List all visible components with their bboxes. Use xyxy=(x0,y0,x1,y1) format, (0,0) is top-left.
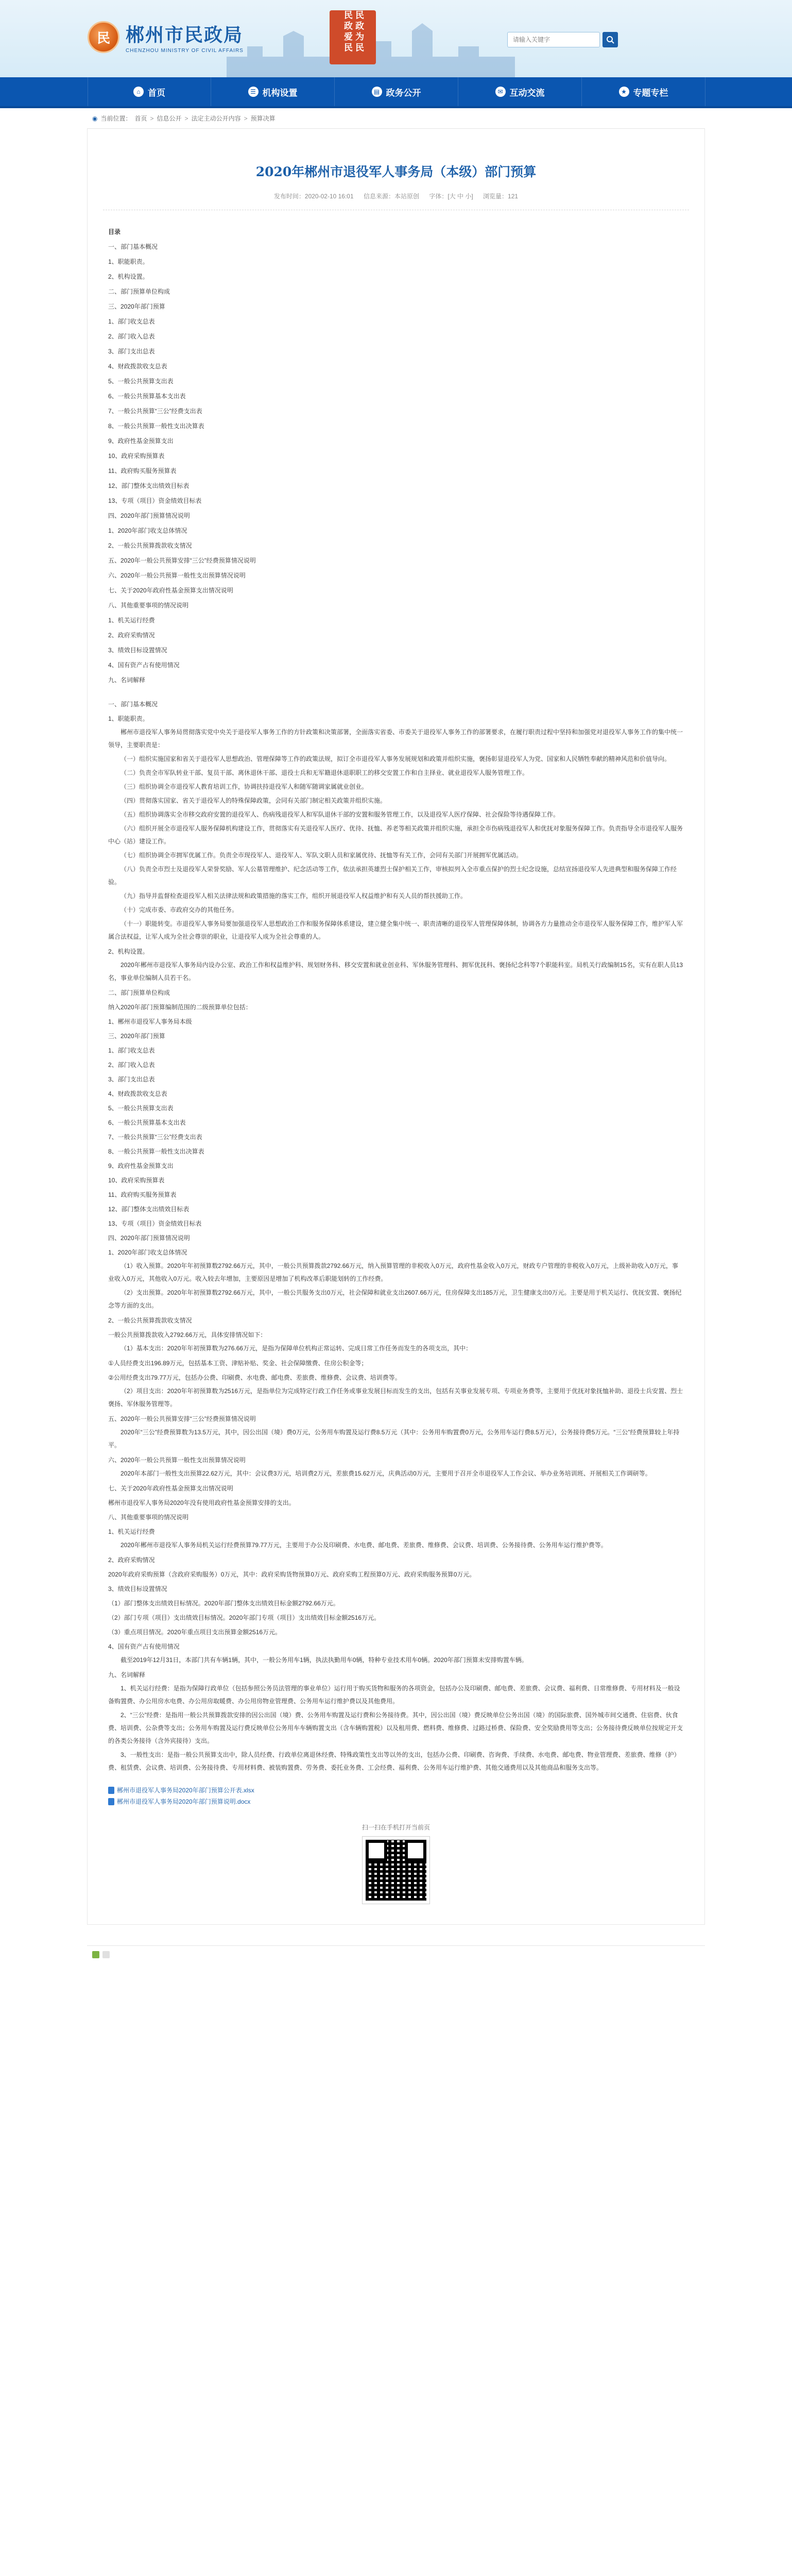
paragraph: 郴州市退役军人事务局贯彻落实党中央关于退役军人事务工作的方针政策和决策部署，全面落实省委、市委关于退役军人事务工作的部署要求，在履行职责过程中坚持和加强党对退役军人事务工作的集中统一领导，主要职责是： xyxy=(108,728,683,749)
paragraph: 截至2019年12月31日，本部门共有车辆1辆，其中，一般公务用车1辆，执法执勤用车0辆，特种专业技术用车0辆。2020年部门预算未安排购置车辆。 xyxy=(120,1656,528,1664)
toc-item: 7、一般公共预算“三公”经费支出表 xyxy=(108,408,202,415)
publish-date: 发布时间：2020-02-10 16:01 xyxy=(273,193,354,200)
attachment-name: 郴州市退役军人事务局2020年部门预算说明.docx xyxy=(117,1798,251,1805)
section-line: 2、部门收入总表 xyxy=(108,1061,155,1069)
section-line: 一般公共预算拨款收入2792.66万元，具体安排情况如下： xyxy=(108,1331,267,1338)
main-nav xyxy=(0,77,792,108)
search-icon xyxy=(606,36,614,44)
attachments xyxy=(108,1785,684,1807)
toc-item: 10、政府采购预算表 xyxy=(108,452,165,460)
section-line: 10、政府采购预算表 xyxy=(108,1177,165,1184)
toc-item: 3、部门支出总表 xyxy=(108,348,155,355)
toc-item: 1、职能职责。 xyxy=(108,258,149,265)
toc-item: 9、政府性基金预算支出 xyxy=(108,437,174,445)
article-body xyxy=(108,697,684,1774)
font-size-switch[interactable]: 字体：[大 中 小] xyxy=(429,193,473,200)
breadcrumb-legal-open[interactable]: 法定主动公开内容 xyxy=(191,115,241,122)
toc-item: 5、一般公共预算支出表 xyxy=(108,378,174,385)
toc-item: 11、政府购买服务预算表 xyxy=(108,467,177,474)
paragraph: 3、一般性支出：是指一般公共预算支出中，除人员经费、行政单位离退休经费、特殊政策性支出等以外的支出，包括办公费、印刷费、咨询费、手续费、水电费、邮电费、物业管理费、差旅费、维修（护）费、租赁费、会议费、培训费、公务接待费、专用材料费、被装购置费、劳务费、委托业务费、工会经费、福利费、公务用车运行维护费、其他交通费用以及其他商品和服务支出等。 xyxy=(108,1751,680,1771)
paragraph: （八）负责全市烈士及退役军人荣誉奖励、军人公墓管理维护、纪念活动等工作，依法承担英雄烈士保护相关工作，审核拟列入全市重点保护的烈士纪念设施，总结宣扬退役军人先进典型和服务保障工作经验。 xyxy=(108,866,677,886)
section-line: 8、一般公共预算一般性支出决算表 xyxy=(108,1148,204,1155)
nav-label: 机构设置 xyxy=(262,88,298,98)
paragraph: 2020年“三公”经费预算数为13.5万元，其中，因公出国（境）费0万元，公务用车购置及运行费8.5万元（其中：公务用车购置费0万元，公务用车运行费8.5万元），公务接待费5万元。“三公”经费预算较上年持平。 xyxy=(108,1429,680,1449)
section-line: 一、部门基本概况 xyxy=(108,701,158,708)
doc-icon: ▤ xyxy=(372,87,382,97)
toc-item: 2、一般公共预算拨款收支情况 xyxy=(108,542,192,549)
toc-item: 六、2020年一般公共预算一般性支出预算情况说明 xyxy=(108,572,246,579)
toc-item: 三、2020年部门预算 xyxy=(108,303,165,310)
paragraph: 2、“三公”经费：是指用一般公共预算拨款安排的因公出国（境）费、公务用车购置及运行费和公务接待费。其中，因公出国（境）费反映单位公务出国（境）的国际旅费、国外城市间交通费、住宿费、伙食费、培训费、公杂费等支出；公务用车购置及运行费反映单位公务用车车辆购置支出（含车辆购置税）以及租用费、燃料费、维修费、过路过桥费、保险费、安全奖励费用等支出；公务接待费反映单位按规定开支的各类公务接待（含外宾接待）支出。 xyxy=(108,1711,683,1744)
section-line: 4、国有资产占有使用情况 xyxy=(108,1643,180,1650)
section-line: 1、郴州市退役军人事务局本级 xyxy=(108,1018,192,1025)
section-line: 13、专项（项目）资金绩效目标表 xyxy=(108,1220,202,1227)
breadcrumb-separator: > xyxy=(150,114,154,122)
nav-label: 互动交流 xyxy=(509,88,545,98)
section-line: 12、部门整体支出绩效目标表 xyxy=(108,1206,190,1213)
section-line: 2、机构设置。 xyxy=(108,948,149,955)
attachment-name: 郴州市退役军人事务局2020年部门预算公开表.xlsx xyxy=(117,1787,254,1794)
section-line: 1、职能职责。 xyxy=(108,715,149,722)
qr-code xyxy=(363,1837,429,1904)
section-line: 7、一般公共预算“三公”经费支出表 xyxy=(108,1133,202,1141)
toc-item: 二、部门预算单位构成 xyxy=(108,288,170,295)
qr-label: 扫一扫在手机打开当前页 xyxy=(361,1824,430,1831)
section-line: ②公用经费支出79.77万元，包括办公费、印刷费、水电费、邮电费、差旅费、维修费、会议费、培训费等。 xyxy=(108,1374,401,1381)
section-line: 2、政府采购情况 xyxy=(108,1556,155,1564)
site-header xyxy=(0,0,792,77)
slogan-banner: 民政为民 民政爱民 xyxy=(330,10,376,64)
info-source: 信息来源：本站原创 xyxy=(364,193,420,200)
section-line: 七、关于2020年政府性基金预算支出情况说明 xyxy=(108,1485,233,1492)
paragraph: （七）组织协调全市拥军优属工作。负责全市现役军人、退役军人、军队文职人员和家属优待、抚恤等有关工作，会同有关部门开展拥军优属活动。 xyxy=(120,852,523,859)
nav-label: 专题专栏 xyxy=(633,88,668,98)
location-icon: ◉ xyxy=(92,114,98,122)
toc-item: 四、2020年部门预算情况说明 xyxy=(108,512,190,519)
toc-item: 1、机关运行经费 xyxy=(108,617,155,624)
section-line: 11、政府购买服务预算表 xyxy=(108,1191,177,1198)
section-line: 3、部门支出总表 xyxy=(108,1076,155,1083)
paragraph: 2020年郴州市退役军人事务局机关运行经费预算79.77万元，主要用于办公及印刷费、水电费、邮电费、差旅费、维修费、会议费、培训费、公务接待费、公务用车运行维护费等。 xyxy=(120,1541,607,1549)
attachment-link[interactable] xyxy=(108,1785,684,1796)
nav-home[interactable] xyxy=(88,77,211,106)
toc-item: 九、名词解释 xyxy=(108,676,146,684)
toc-title: 目录 xyxy=(108,228,121,235)
section-line: 六、2020年一般公共预算一般性支出预算情况说明 xyxy=(108,1456,246,1464)
share-bar xyxy=(87,1945,705,1963)
breadcrumb-separator: > xyxy=(184,114,188,122)
toc-item: 4、财政拨款收支总表 xyxy=(108,363,167,370)
toc-item: 4、国有资产占有使用情况 xyxy=(108,662,180,669)
paragraph: （三）组织协调全市退役军人教育培训工作，协调扶持退役军人和随军随调家属就业创业。 xyxy=(120,783,368,790)
home-icon: ⌂ xyxy=(133,87,144,97)
paragraph: （1）收入预算。2020年年初预算数2792.66万元，其中，一般公共预算拨款2792.66万元，纳入预算管理的非税收入0万元，政府性基金收入0万元，财政专户管理的非税收入0万元，上级补助收入0万元，事业收入0万元，其他收入0万元。收入较去年增加，主要原因是增加了机构改革后职能划转的工作经费。 xyxy=(108,1262,678,1282)
nav-label: 政务公开 xyxy=(386,88,421,98)
article-title: 2020年郴州市退役军人事务局（本级）部门预算 xyxy=(255,164,537,179)
view-count: 浏览量：121 xyxy=(483,193,519,200)
paragraph: （四）贯彻落实国家、省关于退役军人的特殊保障政策，会同有关部门制定相关政策并组织实施。 xyxy=(120,797,387,804)
site-title: 郴州市民政局 xyxy=(126,24,244,46)
paragraph: （六）组织开展全市退役军人服务保障机构建设工作，贯彻落实有关退役军人医疗、优待、抚恤、养老等相关政策并组织实施，承担全市伤病残退役军人和优抚对象服务保障工作。负责指导全市退役军人服务中心（站）建设工作。 xyxy=(108,825,683,845)
toc-item: 1、2020年部门收支总体情况 xyxy=(108,527,187,534)
section-line: 二、部门预算单位构成 xyxy=(108,989,170,996)
toc-item: 6、一般公共预算基本支出表 xyxy=(108,393,186,400)
section-line: 2、一般公共预算拨款收支情况 xyxy=(108,1317,192,1324)
search-button[interactable] xyxy=(602,32,618,47)
nav-org[interactable] xyxy=(211,77,335,106)
toc-item: 一、部门基本概况 xyxy=(108,243,158,250)
section-line: 4、财政拨款收支总表 xyxy=(108,1090,167,1097)
search-input[interactable] xyxy=(507,32,600,47)
site-subtitle: CHENZHOU MINISTRY OF CIVIL AFFAIRS xyxy=(126,48,244,54)
section-line: 2020年政府采购预算（含政府采购服务）0万元，其中：政府采购货物预算0万元、政府采购工程预算0万元、政府采购服务预算0万元。 xyxy=(108,1571,476,1578)
toc-item: 12、部门整体支出绩效目标表 xyxy=(108,482,190,489)
toc-item: 8、一般公共预算一般性支出决算表 xyxy=(108,422,204,430)
breadcrumb-budget[interactable]: 预算决算 xyxy=(250,115,276,122)
paragraph: （十一）职能转变。市退役军人事务局要加强退役军人思想政治工作和服务保障体系建设，建立健全集中统一、职责清晰的退役军人管理保障体制，协调各方力量推动全市退役军人服务保障工作，维护军人军属合法权益，让军人成为全社会尊崇的职业，让退役军人成为全社会尊重的人。 xyxy=(108,920,683,940)
toc-item: 2、政府采购情况 xyxy=(108,632,155,639)
paragraph: （二）负责全市军队转业干部、复员干部、离休退休干部、退役士兵和无军籍退休退职职工的移交安置工作和自主择业、就业退役军人服务管理工作。 xyxy=(120,769,529,776)
section-line: 1、机关运行经费 xyxy=(108,1528,155,1535)
emblem-icon: 民 xyxy=(88,21,119,53)
file-icon xyxy=(108,1798,114,1805)
share-icon[interactable] xyxy=(92,1951,99,1958)
nav-label: 首页 xyxy=(148,88,165,98)
section-line: 3、绩效目标设置情况 xyxy=(108,1585,167,1592)
section-line: 1、部门收支总表 xyxy=(108,1047,155,1054)
toc-item: 八、其他重要事项的情况说明 xyxy=(108,602,189,609)
section-line: 三、2020年部门预算 xyxy=(108,1032,165,1040)
toc-item: 五、2020年一般公共预算安排“三公”经费预算情况说明 xyxy=(108,557,256,564)
breadcrumb-prefix: 当前位置： xyxy=(100,115,132,122)
paragraph: 1、机关运行经费：是指为保障行政单位（包括参照公务员法管理的事业单位）运行用于购买货物和服务的各项资金，包括办公及印刷费、邮电费、差旅费、会议费、福利费、日常维修费、专用材料及一般设备购置费、办公用房水电费、办公用房取暖费、办公用房物业管理费、公务用车运行维护费以及其他费用。 xyxy=(108,1685,680,1705)
section-line: 9、政府性基金预算支出 xyxy=(108,1162,174,1170)
section-line: （1）部门整体支出绩效目标情况。2020年部门整体支出绩效目标金额2792.66万元。 xyxy=(108,1600,339,1607)
paragraph: （九）指导并监督检查退役军人相关法律法规和政策措施的落实工作，组织开展退役军人权益维护和有关人员的帮扶援助工作。 xyxy=(120,892,467,900)
paragraph: （十）完成市委、市政府交办的其他任务。 xyxy=(120,906,238,913)
paragraph: （2）支出预算。2020年年初预算数2792.66万元，其中，一般公共服务支出0万元，社会保障和就业支出2607.66万元，住房保障支出185万元，卫生健康支出0万元。主要是用于机关运行、优抚安置、褒扬纪念等方面的支出。 xyxy=(108,1289,682,1309)
breadcrumb xyxy=(87,108,705,129)
paragraph: 2020年郴州市退役军人事务局内设办公室、政治工作和权益维护科、规划财务科、移交安置和就业创业科、军休服务管理科、拥军优抚科、褒扬纪念科等7个职能科室。局机关行政编制15名，实有在职人员13名，事业单位编制人员若干名。 xyxy=(108,961,683,981)
paragraph: （2）项目支出：2020年年初预算数为2516万元，是指单位为完成特定行政工作任务或事业发展目标而发生的支出，包括有关事业发展专项、专项业务费等，主要用于优抚对象抚恤补助、退役士兵安置、烈士褒扬、军休服务管理等。 xyxy=(108,1387,683,1408)
nav-topics[interactable] xyxy=(582,77,705,106)
article-meta xyxy=(103,192,689,210)
qr-block xyxy=(108,1823,684,1904)
section-line: 1、2020年部门收支总体情况 xyxy=(108,1249,187,1256)
toc-item: 2、机构设置。 xyxy=(108,273,149,280)
share-icon[interactable] xyxy=(102,1951,110,1958)
org-icon: ☰ xyxy=(248,87,259,97)
chat-icon: ✉ xyxy=(495,87,506,97)
toc-item: 13、专项（项目）资金绩效目标表 xyxy=(108,497,202,504)
article xyxy=(87,129,705,1925)
toc-item: 3、绩效目标设置情况 xyxy=(108,647,167,654)
star-icon: ★ xyxy=(619,87,629,97)
table-of-contents xyxy=(108,240,684,688)
nav-gov-open[interactable] xyxy=(335,77,458,106)
article-content xyxy=(88,210,704,1904)
attachment-link[interactable] xyxy=(108,1796,684,1807)
section-line: 纳入2020年部门预算编制范围的二级预算单位包括： xyxy=(108,1004,252,1011)
section-line: 八、其他重要事项的情况说明 xyxy=(108,1514,189,1521)
breadcrumb-home[interactable]: 首页 xyxy=(134,115,147,122)
section-line: 5、一般公共预算支出表 xyxy=(108,1105,174,1112)
breadcrumb-info-open[interactable]: 信息公开 xyxy=(157,115,182,122)
section-line: 四、2020年部门预算情况说明 xyxy=(108,1234,190,1242)
section-line: 九、名词解释 xyxy=(108,1671,146,1679)
section-line: 五、2020年一般公共预算安排“三公”经费预算情况说明 xyxy=(108,1415,256,1422)
paragraph: （一）组织实施国家和省关于退役军人思想政治、管理保障等工作的政策法规，拟订全市退役军人事务发展规划和政策并组织实施，褒扬彰显退役军人为党、国家和人民牺牲奉献的精神风范和价值导向。 xyxy=(120,755,671,762)
nav-interact[interactable] xyxy=(458,77,582,106)
section-line: （3）重点项目情况。2020年重点项目支出预算金额2516万元。 xyxy=(108,1629,282,1636)
section-line: （2）部门专项（项目）支出绩效目标情况。2020年部门专项（项目）支出绩效目标金额2516万元。 xyxy=(108,1614,381,1621)
toc-item: 2、部门收入总表 xyxy=(108,333,155,340)
site-logo[interactable] xyxy=(88,21,244,54)
paragraph: （五）组织协调落实全市移交政府安置的退役军人、伤病残退役军人和军队退休干部的安置和服务管理工作，以及退役军人医疗保障、社会保险等待遇保障工作。 xyxy=(120,811,560,818)
section-line: ①人员经费支出196.89万元，包括基本工资、津贴补贴、奖金、社会保障缴费、住房公积金等； xyxy=(108,1360,368,1367)
breadcrumb-separator: > xyxy=(244,114,248,122)
file-icon xyxy=(108,1787,114,1794)
paragraph: 2020年本部门一般性支出预算22.62万元，其中：会议费3万元，培训费2万元，差旅费15.62万元，庆典活动0万元，主要用于召开全市退役军人工作会议、举办业务培训班、开展相关工作调研等。 xyxy=(120,1470,651,1477)
toc-item: 七、关于2020年政府性基金预算支出情况说明 xyxy=(108,587,233,594)
paragraph: （1）基本支出：2020年年初预算数为276.66万元，是指为保障单位机构正常运转、完成日常工作任务而发生的各项支出，其中： xyxy=(120,1345,472,1352)
section-line: 6、一般公共预算基本支出表 xyxy=(108,1119,186,1126)
section-line: 郴州市退役军人事务局2020年没有使用政府性基金预算安排的支出。 xyxy=(108,1499,295,1506)
toc-item: 1、部门收支总表 xyxy=(108,318,155,325)
